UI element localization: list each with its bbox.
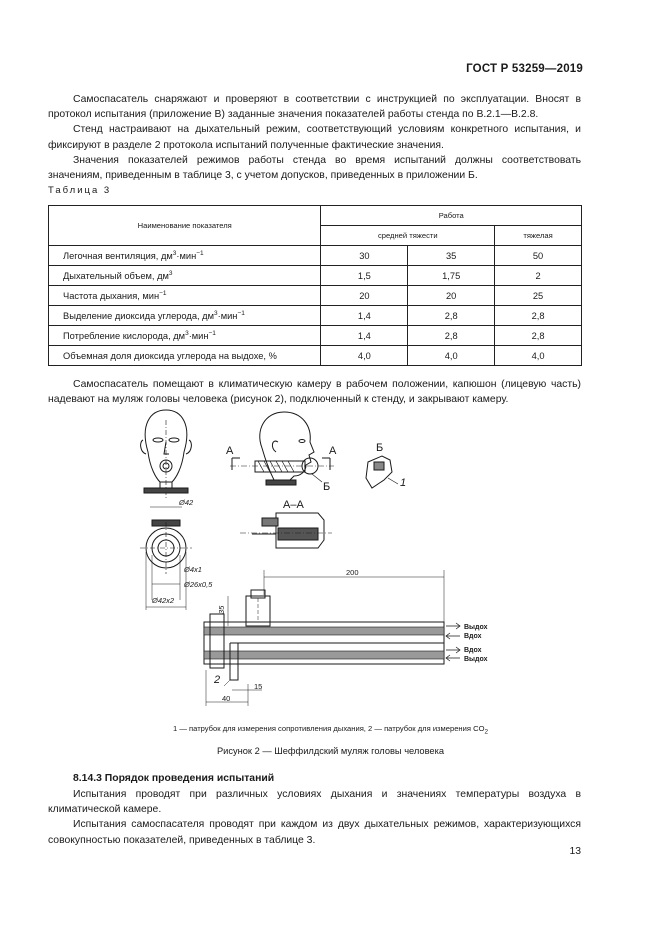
parameter-sup1: 3 (172, 249, 177, 257)
table-row (49, 306, 582, 326)
sheffield-head-figure (0, 400, 661, 720)
dim-200: 200 (346, 568, 359, 577)
column-header-work: Работа (321, 206, 582, 226)
parameter-sup1: 3 (185, 329, 189, 337)
table-cell-parameter (49, 346, 321, 366)
intro-paragraph-1: Самоспасатель снаряжают и проверяют в соответствии с инструкцией по эксплуатации. Вносят в протокол испытания (приложение В) заданные значения показателей работы стенда по В.2.1—В.2.8. (48, 94, 581, 121)
dim-phi4x1: Ø4х1 (184, 565, 202, 574)
figure-legend-text: 1 — патрубок для измерения сопротивления дыхания, 2 — патрубок для измерения CO (172, 724, 485, 733)
figure-legend-subscript: 2 (484, 728, 489, 736)
parameter-sup1: 3 (168, 269, 173, 277)
label-inhale-1: Вдох (464, 633, 482, 640)
label-exhale-1: Выдох (464, 624, 488, 631)
table-cell-parameter (49, 286, 321, 306)
label-b-detail: Б (376, 442, 384, 454)
table-cell-value: 2,8 (408, 306, 495, 326)
column-header-medium: средней тяжести (321, 226, 495, 246)
table-row (49, 326, 582, 346)
table-cell-value: 1,4 (321, 326, 408, 346)
dim-15: 15 (254, 682, 263, 691)
table-cell-value: 2 (495, 266, 582, 286)
label-1: 1 (400, 477, 407, 489)
label-exhale-2: Выдох (464, 656, 488, 663)
parameter-name: Дыхательный объем, дм (63, 271, 169, 282)
parameter-name: Частота дыхания, мин (63, 291, 160, 302)
section-title: 8.14.3 Порядок проведения испытаний (73, 773, 275, 784)
section-paragraph-1: Испытания проводят при различных условиях дыхания и значениях температуры воздуха в климатической камере. (48, 789, 581, 816)
table-cell-value: 35 (408, 246, 495, 266)
table-cell-value: 1,4 (321, 306, 408, 326)
section-text (48, 787, 581, 848)
parameter-sup2: −1 (208, 329, 216, 337)
head-front-view (141, 410, 192, 500)
table-cell-value: 4,0 (408, 346, 495, 366)
parameter-mid: ·мин (188, 331, 209, 342)
table-row (49, 246, 582, 266)
head-side-view (230, 412, 334, 485)
parameter-mid: ·мин (176, 251, 197, 262)
table-label: Таблица 3 (48, 185, 112, 196)
parameters-table (48, 205, 582, 366)
table-cell-value: 25 (495, 286, 582, 306)
label-b: Б (323, 481, 331, 493)
parameter-mid: ·мин (217, 311, 238, 322)
parameter-name: Потребление кислорода, дм (63, 331, 186, 342)
table-cell-parameter (49, 326, 321, 346)
label-a-right: А (329, 445, 337, 457)
parameter-name: Легочная вентиляция, дм (63, 251, 173, 262)
after-table-paragraph: Самоспасатель помещают в климатическую камеру в рабочем положении, капюшон (лицевую часть) надевают на муляж головы человека (рисунок 2), подключенный к стенду, и закрывают камеру. (48, 379, 581, 406)
table-cell-value: 20 (408, 286, 495, 306)
dim-40: 40 (222, 694, 231, 703)
section-a-a-view (240, 513, 332, 548)
label-section-a-a: А–А (283, 499, 304, 511)
label-inhale-2: Вдох (464, 647, 482, 654)
table-cell-parameter (49, 246, 321, 266)
standard-header: ГОСТ Р 53259—2019 (466, 63, 583, 75)
parameter-sup1: −1 (159, 289, 167, 297)
table-cell-value: 1,5 (321, 266, 408, 286)
label-a-left: А (226, 445, 234, 457)
dim-phi42: Ø42 (179, 498, 194, 507)
page-number: 13 (569, 846, 581, 857)
column-header-heavy: тяжелая (495, 226, 582, 246)
ring-front-view (140, 507, 192, 610)
intro-paragraph-3: Значения показателей режимов работы стенда во время испытаний должны соответствовать значениям, приведенным в таблице 3, с учетом допусков, приведенных в приложении Б. (48, 154, 581, 182)
column-header-name: Наименование показателя (49, 206, 321, 246)
label-2: 2 (214, 674, 221, 686)
figure-caption: Рисунок 2 — Шеффилдский муляж головы человека (216, 746, 445, 756)
table-cell-value: 50 (495, 246, 582, 266)
detail-b-view (366, 456, 398, 488)
table-cell-value: 20 (321, 286, 408, 306)
dim-phi42x2: Ø42х2 (152, 596, 175, 605)
table-row (49, 286, 582, 306)
parameter-sup2: −1 (196, 249, 204, 257)
intro-text (48, 92, 581, 183)
intro-paragraph-2: Стенд настраивают на дыхательный режим, соответствующий условиям конкретного испытания, и фиксируют в разделе 2 протокола испытаний полученные фактические значения. (48, 124, 581, 151)
parameter-sup1: 3 (213, 309, 218, 317)
parameter-name: Выделение диоксида углерода, дм (63, 311, 214, 322)
tube-assembly-view (204, 570, 460, 706)
table-cell-value: 2,8 (495, 326, 582, 346)
dim-phi26: Ø26х0,5 (184, 580, 213, 589)
table-cell-value: 2,8 (408, 326, 495, 346)
parameter-name: Объемная доля диоксида углерода на выдохе, % (63, 351, 277, 362)
table-row (49, 346, 582, 366)
table-row (49, 266, 582, 286)
table-cell-value: 4,0 (495, 346, 582, 366)
section-paragraph-2: Испытания самоспасателя проводят при каждом из двух дыхательных режимов, характеризующихся совокупностью показателей, приведенных в таблице 3. (48, 819, 581, 846)
table-cell-value: 1,75 (408, 266, 495, 286)
parameter-sup2: −1 (237, 309, 245, 317)
table-cell-value: 30 (321, 246, 408, 266)
table-cell-value: 4,0 (321, 346, 408, 366)
dim-35: 35 (217, 605, 226, 614)
table-cell-parameter (49, 266, 321, 286)
figure-legend (48, 724, 613, 736)
table-cell-value: 2,8 (495, 306, 582, 326)
table-cell-parameter (49, 306, 321, 326)
